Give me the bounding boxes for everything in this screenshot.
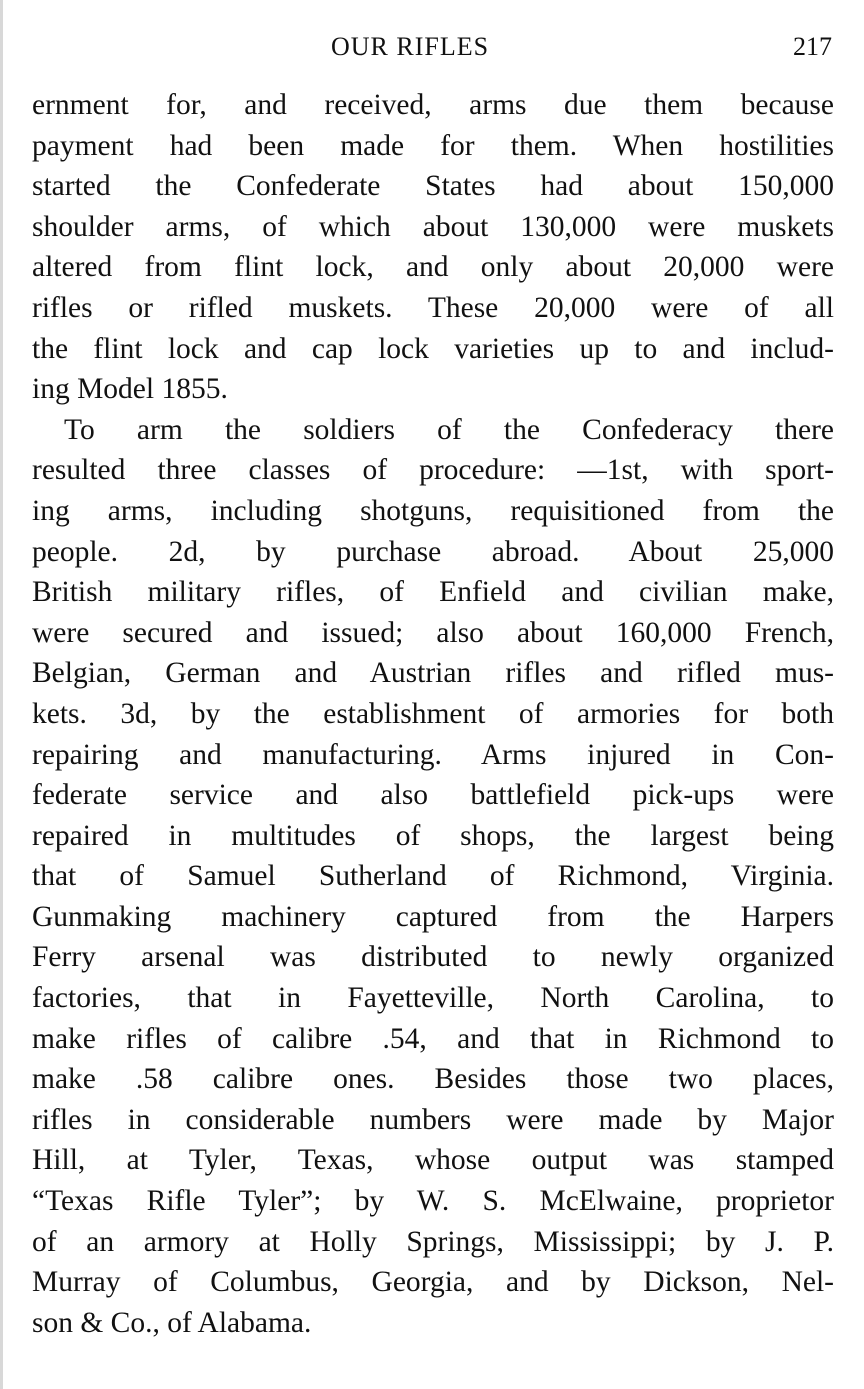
text-line: the flint lock and cap lock varieties up to and includ- <box>32 332 834 365</box>
text-line: payment had been made for them. When hostilities <box>32 129 834 162</box>
text-line: “Texas Rifle Tyler”; by W. S. McElwaine, proprietor <box>32 1185 834 1218</box>
text-line: make .58 calibre ones. Besides those two places, <box>32 1063 834 1096</box>
text-line: of an armory at Holly Springs, Mississippi; by J. P. <box>32 1225 834 1258</box>
text-line: rifles in considerable numbers were made by Major <box>32 1103 834 1136</box>
text-line: started the Confederate States had about 150,000 <box>32 170 834 203</box>
text-line: people. 2d, by purchase abroad. About 25,000 <box>32 535 834 568</box>
paragraph-2 <box>32 410 834 1344</box>
text-line: To arm the soldiers of the Confederacy there <box>64 413 834 446</box>
text-line: ing Model 1855. <box>32 373 228 406</box>
text-line: resulted three classes of procedure: —1st, with sport- <box>32 454 834 487</box>
text-line: factories, that in Fayetteville, North Carolina, to <box>32 982 834 1015</box>
text-line: British military rifles, of Enfield and civilian make, <box>32 576 834 609</box>
text-line: ing arms, including shotguns, requisitioned from the <box>32 494 834 527</box>
text-line: federate service and also battlefield pick-ups were <box>32 779 834 812</box>
text-line: ernment for, and received, arms due them because <box>32 89 834 121</box>
text-line: Hill, at Tyler, Texas, whose output was stamped <box>32 1144 834 1177</box>
text-line: shoulder arms, of which about 130,000 were muskets <box>32 210 834 243</box>
running-head <box>0 30 864 64</box>
text-line: were secured and issued; also about 160,000 French, <box>32 616 834 649</box>
running-head-title: OUR RIFLES <box>331 32 490 61</box>
text-line: repairing and manufacturing. Arms injured in Con- <box>32 738 834 771</box>
body-text <box>32 85 834 1343</box>
text-line: Belgian, German and Austrian rifles and rifled mus- <box>32 657 834 690</box>
text-line: Murray of Columbus, Georgia, and by Dickson, Nel- <box>32 1266 834 1299</box>
text-line: Ferry arsenal was distributed to newly organized <box>32 941 834 974</box>
text-line: make rifles of calibre .54, and that in Richmond to <box>32 1022 834 1055</box>
text-line: rifles or rifled muskets. These 20,000 were of all <box>32 291 834 324</box>
paragraph-1 <box>32 85 834 410</box>
text-line: Gunmaking machinery captured from the Harpers <box>32 900 834 933</box>
page-edge-shadow <box>0 0 3 1389</box>
page-number: 217 <box>793 32 832 61</box>
text-line: repaired in multitudes of shops, the largest being <box>32 819 834 852</box>
text-line: altered from flint lock, and only about 20,000 were <box>32 251 834 284</box>
text-line: son & Co., of Alabama. <box>32 1306 312 1339</box>
text-line: that of Samuel Sutherland of Richmond, Virginia. <box>32 860 834 893</box>
text-line: kets. 3d, by the establishment of armories for both <box>32 697 834 730</box>
